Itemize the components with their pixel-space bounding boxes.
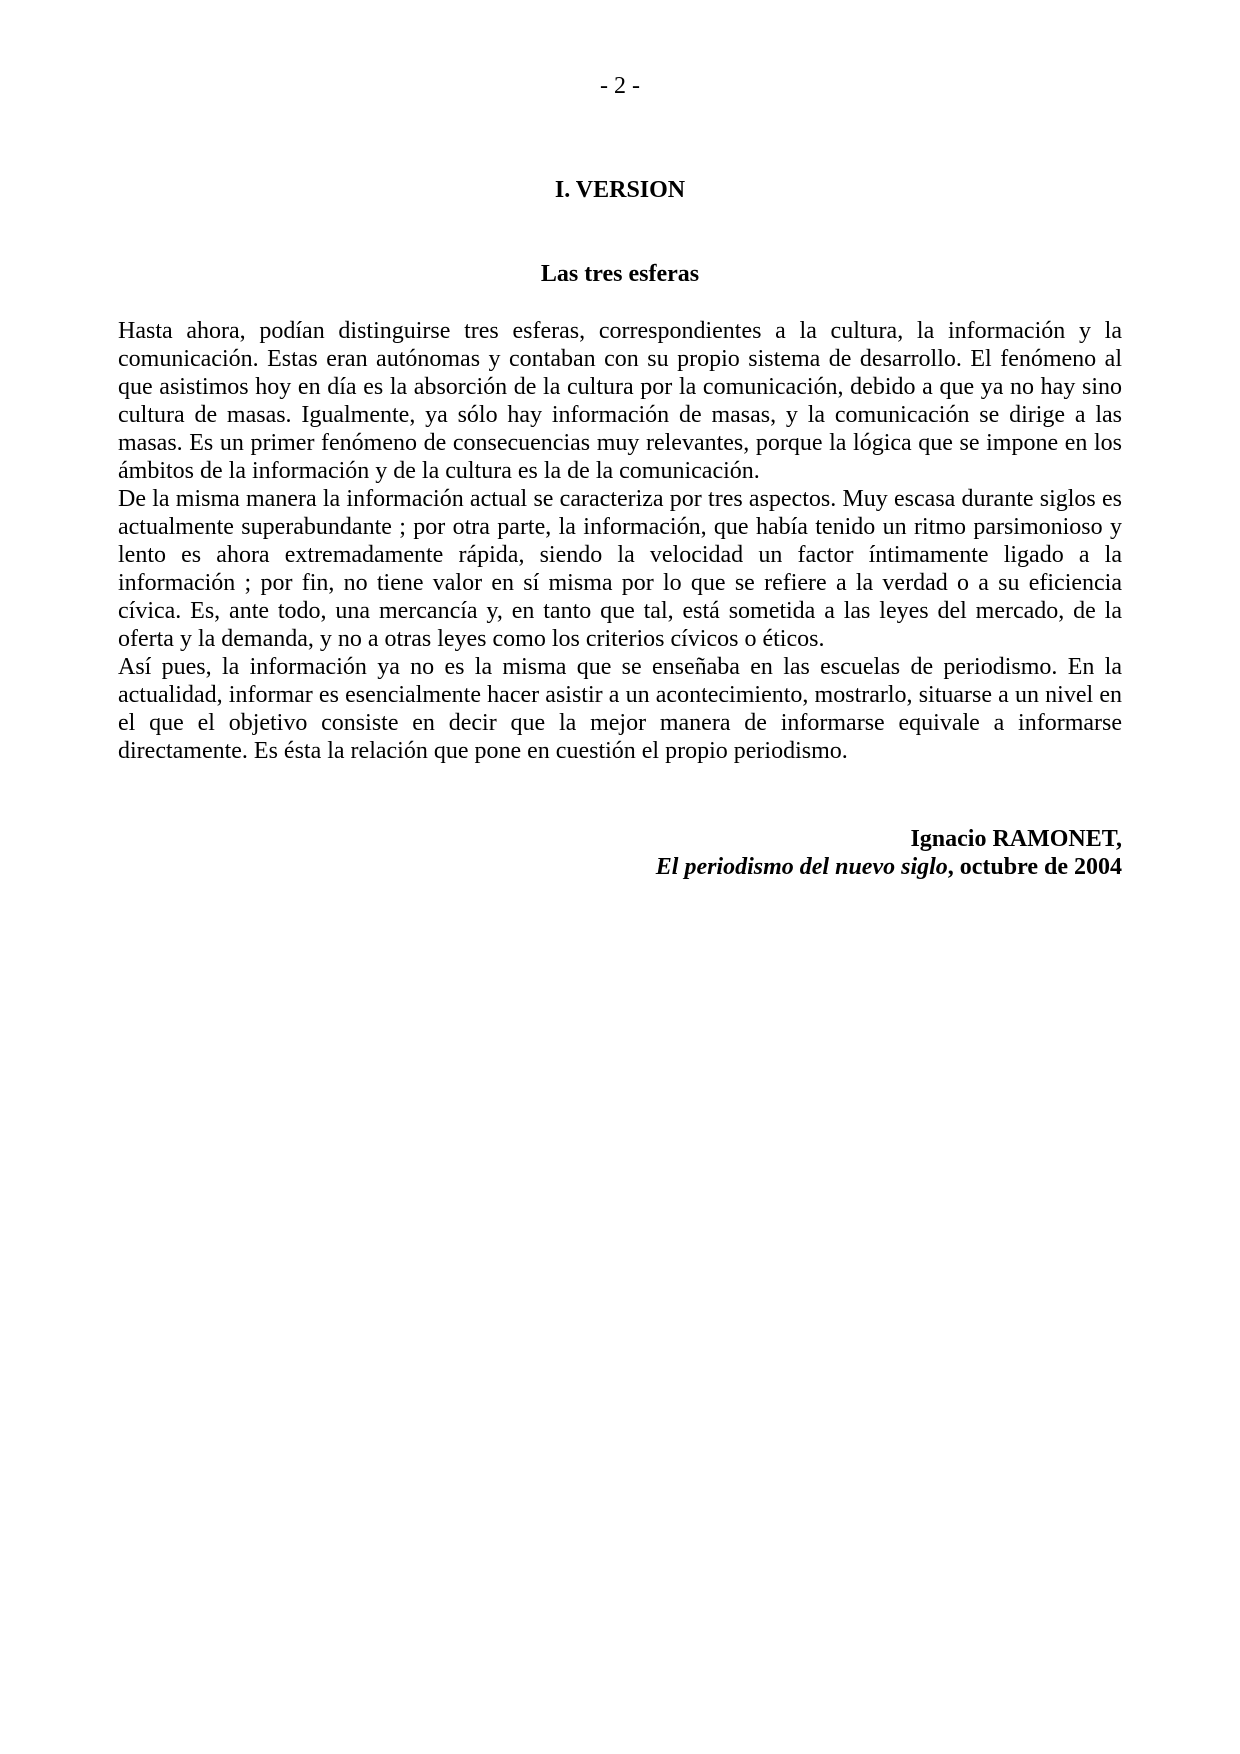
page-number: - 2 - [600, 73, 640, 99]
signature-source [656, 853, 1122, 881]
signature-block [656, 825, 1122, 881]
signature-author: Ignacio RAMONET, [910, 826, 1122, 852]
section-subtitle: Las tres esferas [540, 261, 700, 287]
signature-date: , octubre de 2004 [947, 854, 1122, 880]
section-title: I. VERSION [554, 177, 686, 203]
body-text [118, 317, 1122, 765]
paragraph: Hasta ahora, podían distinguirse tres esferas, correspondientes a la cultura, la información y la comunicación. Estas eran autónomas y contaban con su propio sistema de desarrollo. El fenómeno al que asistimos hoy en día es la absorción de la cultura por la comunicación, debido a que ya no hay sino cultura de masas. Igualmente, ya sólo hay información de masas, y la comunicación se dirige a las masas. Es un primer fenómeno de consecuencias muy relevantes, porque la lógica que se impone en los ámbitos de la información y de la cultura es la de la comunicación. [118, 318, 1122, 484]
paragraph: De la misma manera la información actual se caracteriza por tres aspectos. Muy escasa durante siglos es actualmente superabundante ; por otra parte, la información, que había tenido un ritmo parsimonioso y lento es ahora extremadamente rápida, siendo la velocidad un factor íntimamente ligado a la información ; por fin, no tiene valor en sí misma por lo que se refiere a la verdad o a su eficiencia cívica. Es, ante todo, una mercancía y, en tanto que tal, está sometida a las leyes del mercado, de la oferta y la demanda, y no a otras leyes como los criterios cívicos o éticos. [118, 486, 1122, 652]
signature-work-title: El periodismo del nuevo siglo [655, 854, 948, 880]
paragraph: Así pues, la información ya no es la misma que se enseñaba en las escuelas de periodismo. En la actualidad, informar es esencialmente hacer asistir a un acontecimiento, mostrarlo, situarse a un nivel en el que el objetivo consiste en decir que la mejor manera de informarse equivale a informarse directamente. Es ésta la relación que pone en cuestión el propio periodismo. [118, 654, 1122, 764]
